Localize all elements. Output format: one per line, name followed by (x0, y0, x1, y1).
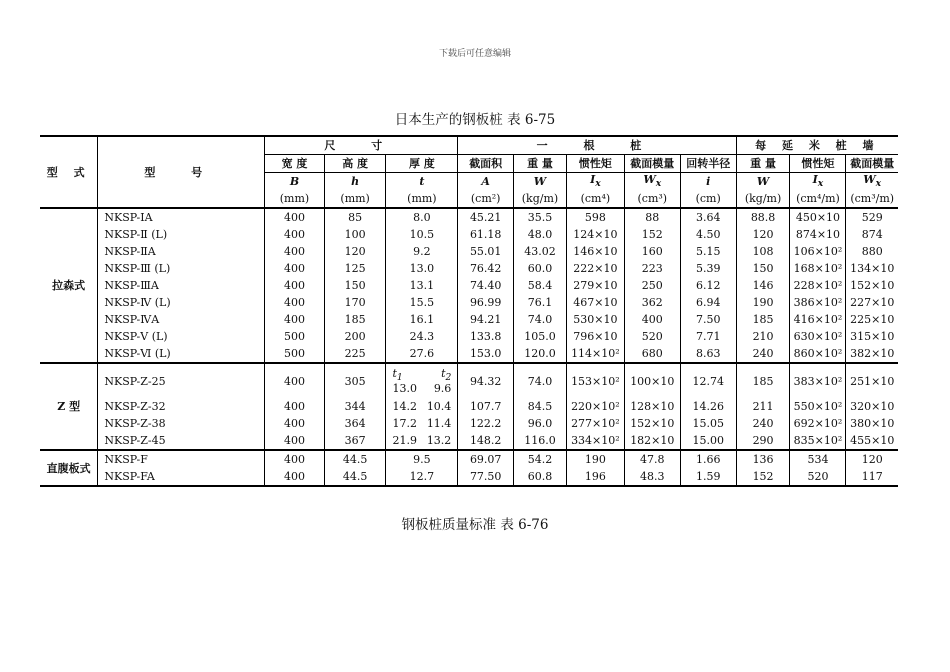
cell-Ww: 88.8 (736, 208, 790, 226)
cell-B: 400 (265, 311, 325, 328)
cell-Wwx: 455×10 (846, 432, 898, 450)
table-row (40, 345, 898, 363)
cell-h: 150 (324, 277, 386, 294)
symbol-B: B (265, 173, 325, 191)
cell-t: 24.3 (386, 328, 458, 345)
cell-i: 5.15 (680, 243, 736, 260)
unit-Wx: (cm³) (624, 190, 680, 208)
cell-Ww: 185 (736, 363, 790, 398)
group-z (40, 363, 898, 450)
cell-i: 1.59 (680, 468, 736, 486)
cell-W: 43.02 (514, 243, 567, 260)
cell-h: 100 (324, 226, 386, 243)
model-cell: NKSP-Z-25 (98, 363, 265, 398)
symbol-W: W (514, 173, 567, 191)
model-cell: NKSP-FA (98, 468, 265, 486)
cell-Ix: 334×10² (566, 432, 624, 450)
header-radius: 回转半径 (680, 155, 736, 173)
cell-Ix: 279×10 (566, 277, 624, 294)
unit-B: (mm) (265, 190, 325, 208)
table-row (40, 260, 898, 277)
cell-W: 48.0 (514, 226, 567, 243)
header-height: 高 度 (324, 155, 386, 173)
cell-h: 85 (324, 208, 386, 226)
cell-Ww: 211 (736, 398, 790, 415)
cell-A: 74.40 (458, 277, 514, 294)
cell-B: 400 (265, 450, 325, 468)
unit-h: (mm) (324, 190, 386, 208)
cell-A: 96.99 (458, 294, 514, 311)
cell-i: 4.50 (680, 226, 736, 243)
cell-Iw: 416×10² (790, 311, 846, 328)
cell-Wx: 128×10 (624, 398, 680, 415)
table-row (40, 363, 898, 398)
header-modulus: 截面模量 (624, 155, 680, 173)
symbol-wall-Wx: $W_x$ (863, 173, 882, 190)
cell-h: 44.5 (324, 450, 386, 468)
cell-t: 13.0 (386, 260, 458, 277)
cell-Ww: 210 (736, 328, 790, 345)
t1-value: 14.2 (392, 400, 417, 413)
cell-B: 400 (265, 277, 325, 294)
cell-W: 35.5 (514, 208, 567, 226)
thickness-pair (386, 415, 458, 432)
cell-h: 344 (324, 398, 386, 415)
cell-t: 13.1 (386, 277, 458, 294)
cell-A: 94.32 (458, 363, 514, 398)
symbol-t: t (386, 173, 458, 191)
group-label-z: Z 型 (40, 363, 98, 450)
cell-h: 44.5 (324, 468, 386, 486)
cell-Ix: 598 (566, 208, 624, 226)
cell-Wwx: 320×10 (850, 400, 895, 413)
cell-t: 27.6 (386, 345, 458, 363)
t2-value: 13.2 (426, 434, 452, 447)
cell-W: 96.0 (514, 415, 567, 432)
cell-Wwx: 227×10 (850, 296, 895, 309)
cell-Ww: 146 (736, 277, 790, 294)
cell-W: 120.0 (514, 345, 567, 363)
cell-Ix: 530×10 (566, 311, 624, 328)
table-row (40, 311, 898, 328)
cell-Wwx: 382×10 (846, 345, 898, 363)
group-lars (40, 208, 898, 363)
cell-A: 45.21 (458, 208, 514, 226)
cell-t: 8.0 (386, 208, 458, 226)
cell-Wx: 47.8 (624, 450, 680, 468)
thickness-pair (386, 398, 458, 415)
cell-Ww: 290 (736, 432, 790, 450)
model-cell: NKSP-Ⅲ (L) (98, 260, 265, 277)
cell-A: 107.7 (458, 398, 514, 415)
cell-W: 84.5 (514, 398, 567, 415)
header-type: 型 式 (40, 136, 98, 208)
cell-i: 6.94 (680, 294, 736, 311)
cell-B: 400 (265, 260, 325, 277)
unit-wall-Wx: (cm³/m) (846, 190, 898, 208)
model-cell: NKSP-ⅠA (98, 208, 265, 226)
model-cell: NKSP-ⅡA (98, 243, 265, 260)
cell-B: 400 (265, 415, 325, 432)
cell-Wwx: 315×10 (850, 330, 895, 343)
cell-i: 5.39 (680, 260, 736, 277)
unit-wall-W: (kg/m) (736, 190, 790, 208)
cell-Wx: 680 (624, 345, 680, 363)
unit-W: (kg/m) (514, 190, 567, 208)
table-row (40, 243, 898, 260)
cell-A: 61.18 (458, 226, 514, 243)
cell-Wx: 520 (624, 328, 680, 345)
cell-h: 225 (324, 345, 386, 363)
cell-Wx: 250 (624, 277, 680, 294)
table-row (40, 432, 898, 450)
cell-t: 15.5 (386, 294, 458, 311)
cell-t: 10.5 (386, 226, 458, 243)
cell-B: 400 (265, 243, 325, 260)
cell-Ww: 120 (736, 226, 790, 243)
model-cell: NKSP-Ⅳ (L) (98, 294, 265, 311)
cell-h: 170 (324, 294, 386, 311)
cell-Ix: 146×10 (566, 243, 624, 260)
cell-Wx: 152 (624, 226, 680, 243)
symbol-i: i (680, 173, 736, 191)
header-wall-modulus: 截面模量 (846, 155, 898, 173)
table-row (40, 226, 898, 243)
cell-W: 60.0 (514, 260, 567, 277)
cell-Ww: 190 (736, 294, 790, 311)
model-cell: NKSP-Ⅴ (L) (98, 328, 265, 345)
t1-value: 13.0 (392, 381, 417, 395)
cell-B: 400 (265, 398, 325, 415)
cell-Iw: 168×10² (790, 260, 846, 277)
next-table-caption: 钢板桩质量标准 表 6-76 (401, 517, 549, 533)
cell-W: 60.8 (514, 468, 567, 486)
model-cell: NKSP-Ⅱ (L) (98, 226, 265, 243)
cell-t: 16.1 (386, 311, 458, 328)
cell-h: 367 (324, 432, 386, 450)
cell-W: 58.4 (514, 277, 567, 294)
cell-A: 148.2 (458, 432, 514, 450)
cell-A: 77.50 (458, 468, 514, 486)
unit-i: (cm) (680, 190, 736, 208)
t2-value: 10.4 (426, 400, 452, 413)
cell-Iw: 450×10 (790, 208, 846, 226)
unit-wall-Ix: (cm⁴/m) (790, 190, 846, 208)
cell-Wx: 400 (624, 311, 680, 328)
cell-i: 14.26 (680, 398, 736, 415)
cell-B: 400 (265, 468, 325, 486)
t1-value: 17.2 (392, 417, 417, 430)
thickness-pair (386, 432, 458, 450)
cell-i: 1.66 (680, 450, 736, 468)
cell-Ix: 190 (566, 450, 624, 468)
unit-A: (cm²) (458, 190, 514, 208)
symbol-h: h (324, 173, 386, 191)
group-label-lars: 拉森式 (40, 208, 98, 363)
t1-symbol: t (392, 367, 397, 381)
symbol-Ix: $I_x$ (566, 173, 624, 191)
cell-i: 15.00 (680, 432, 736, 450)
symbol-wall-W: W (736, 173, 790, 191)
cell-Wwx: 880 (861, 245, 883, 258)
cell-t: 9.2 (386, 243, 458, 260)
cell-Ix: 124×10 (566, 226, 624, 243)
download-note: 下载后可任意编辑 (438, 49, 511, 59)
cell-Wx: 223 (624, 260, 680, 277)
cell-h: 364 (324, 415, 386, 432)
table-header (40, 136, 898, 208)
cell-A: 94.21 (458, 311, 514, 328)
cell-Wx: 182×10 (624, 432, 680, 450)
cell-Ix: 277×10² (566, 415, 624, 432)
cell-h: 200 (324, 328, 386, 345)
cell-t: 9.5 (386, 450, 458, 468)
cell-W: 74.0 (514, 311, 567, 328)
table-caption: 日本生产的钢板桩 表 6-75 (394, 112, 556, 128)
cell-h: 120 (324, 243, 386, 260)
cell-t: 12.7 (386, 468, 458, 486)
cell-Iw: 534 (790, 450, 846, 468)
cell-A: 55.01 (458, 243, 514, 260)
group-label-flat: 直腹板式 (40, 450, 98, 486)
header-thickness: 厚 度 (386, 155, 458, 173)
cell-h: 305 (324, 363, 386, 398)
unit-Ix: (cm⁴) (566, 190, 624, 208)
cell-Ix: 222×10 (566, 260, 624, 277)
t1-value: 21.9 (392, 434, 417, 447)
cell-i: 3.64 (680, 208, 736, 226)
thickness-pair: $t_1$ $t_2$ 13.0 9.6 (386, 363, 458, 398)
unit-t: (mm) (386, 190, 458, 208)
cell-Wx: 152×10 (624, 415, 680, 432)
cell-W: 116.0 (514, 432, 567, 450)
table-row (40, 415, 898, 432)
cell-Wx: 362 (624, 294, 680, 311)
cell-Iw: 860×10² (790, 345, 846, 363)
cell-Iw: 550×10² (790, 398, 846, 415)
cell-Wwx: 117 (846, 468, 898, 486)
cell-Wwx: 380×10 (850, 417, 895, 430)
t2-symbol: t (441, 367, 446, 381)
table-row (40, 398, 898, 415)
cell-Ix: 196 (566, 468, 624, 486)
cell-Ix: 467×10 (566, 294, 624, 311)
model-cell: NKSP-Z-38 (98, 415, 265, 432)
symbol-A: A (458, 173, 514, 191)
cell-Wx: 160 (624, 243, 680, 260)
symbol-wall-Ix: $I_x$ (790, 173, 846, 191)
cell-B: 400 (265, 294, 325, 311)
cell-i: 12.74 (680, 363, 736, 398)
model-cell: NKSP-F (98, 450, 265, 468)
cell-Iw: 520 (790, 468, 846, 486)
cell-A: 76.42 (458, 260, 514, 277)
table-row (40, 277, 898, 294)
header-area: 截面积 (458, 155, 514, 173)
cell-Wwx: 152×10 (850, 279, 895, 292)
cell-A: 122.2 (458, 415, 514, 432)
cell-Iw: 630×10² (790, 328, 846, 345)
cell-B: 400 (265, 432, 325, 450)
cell-W: 74.0 (514, 363, 567, 398)
cell-Wx: 48.3 (624, 468, 680, 486)
t2-value: 11.4 (426, 417, 452, 430)
table-row (40, 450, 898, 468)
header-width: 宽 度 (265, 155, 325, 173)
cell-B: 500 (265, 328, 325, 345)
table-row (40, 208, 898, 226)
cell-B: 400 (265, 208, 325, 226)
cell-Ix: 114×10² (566, 345, 624, 363)
header-wall-per-meter: 每 延 米 桩 墙 (736, 136, 898, 155)
cell-Ww: 185 (736, 311, 790, 328)
header-inertia: 惯性矩 (566, 155, 624, 173)
cell-Iw: 228×10² (790, 277, 846, 294)
model-cell: NKSP-Z-45 (98, 432, 265, 450)
cell-Ww: 240 (736, 415, 790, 432)
model-cell: NKSP-ⅢA (98, 277, 265, 294)
cell-Wwx: 874 (861, 228, 883, 241)
cell-B: 400 (265, 226, 325, 243)
cell-A: 69.07 (458, 450, 514, 468)
cell-A: 153.0 (458, 345, 514, 363)
cell-Iw: 874×10 (790, 226, 846, 243)
cell-i: 8.63 (680, 345, 736, 363)
header-wall-inertia: 惯性矩 (790, 155, 846, 173)
cell-B: 500 (265, 345, 325, 363)
cell-Iw: 692×10² (790, 415, 846, 432)
model-cell: NKSP-Z-32 (98, 398, 265, 415)
cell-W: 54.2 (514, 450, 567, 468)
cell-B: 400 (265, 363, 325, 398)
cell-Wwx: 120 (861, 453, 883, 466)
cell-Wx: 100×10 (624, 363, 680, 398)
header-wall-weight: 重 量 (736, 155, 790, 173)
cell-h: 185 (324, 311, 386, 328)
cell-h: 125 (324, 260, 386, 277)
cell-Iw: 386×10² (790, 294, 846, 311)
steel-sheet-pile-table (40, 135, 898, 487)
symbol-Wx: $W_x$ (624, 173, 680, 191)
cell-Wx: 88 (624, 208, 680, 226)
cell-Ww: 152 (736, 468, 790, 486)
cell-i: 7.50 (680, 311, 736, 328)
cell-Ww: 108 (736, 243, 790, 260)
header-model: 型 号 (98, 136, 265, 208)
group-flat (40, 450, 898, 486)
cell-i: 6.12 (680, 277, 736, 294)
cell-W: 76.1 (514, 294, 567, 311)
cell-Ww: 136 (736, 450, 790, 468)
cell-W: 105.0 (514, 328, 567, 345)
table-row (40, 294, 898, 311)
cell-Ix: 153×10² (566, 363, 624, 398)
cell-Wwx: 251×10 (850, 374, 895, 388)
table-row (40, 328, 898, 345)
header-dimensions: 尺 寸 (265, 136, 458, 155)
cell-A: 133.8 (458, 328, 514, 345)
table-row (40, 468, 898, 486)
header-single-pile: 一 根 桩 (458, 136, 736, 155)
cell-Ww: 240 (736, 345, 790, 363)
model-cell: NKSP-ⅣA (98, 311, 265, 328)
cell-Iw: 106×10² (790, 243, 846, 260)
cell-Ww: 150 (736, 260, 790, 277)
cell-Ix: 220×10² (566, 398, 624, 415)
cell-Iw: 383×10² (790, 363, 846, 398)
cell-i: 15.05 (680, 415, 736, 432)
cell-Iw: 835×10² (790, 432, 846, 450)
model-cell: NKSP-Ⅵ (L) (98, 345, 265, 363)
t2-value: 9.6 (433, 381, 452, 395)
header-weight: 重 量 (514, 155, 567, 173)
cell-Wwx: 134×10 (850, 262, 895, 275)
cell-Wwx: 225×10 (850, 313, 895, 326)
cell-Ix: 796×10 (566, 328, 624, 345)
cell-i: 7.71 (680, 328, 736, 345)
cell-Wwx: 529 (861, 211, 883, 224)
